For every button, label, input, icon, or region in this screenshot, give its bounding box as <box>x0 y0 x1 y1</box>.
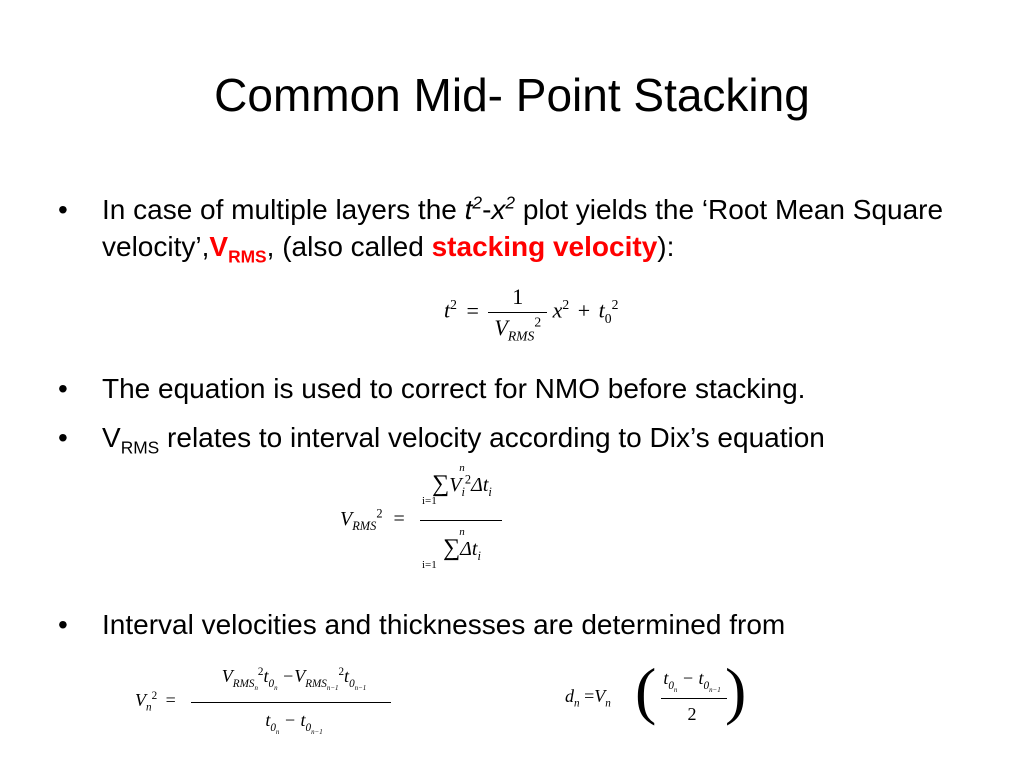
equation-thickness: $d_n =V_n$ ( $t_{0_n} - t_{0_{n-1}}$ 2 ) <box>565 655 747 726</box>
bullet-text: $V_{RMS}$ relates to interval velocity according to Dix’s equation <box>102 422 825 458</box>
slide-title: Common Mid- Point Stacking <box>214 69 810 121</box>
bullet-dot: • <box>58 609 68 640</box>
exponent: 2 <box>505 192 516 213</box>
bullet-text-part: plot yields the ‘Root Mean Square velocity’, <box>102 194 944 262</box>
bullet-text-part: ): <box>657 231 675 262</box>
exponent: 2 <box>472 192 483 213</box>
bullet-text-part: , (also called <box>266 231 432 262</box>
stacking-velocity-term: stacking velocity <box>431 231 658 262</box>
vrms-symbol: $V_{RMS}$ <box>209 231 267 267</box>
bullet-text-part: In case of multiple layers the <box>102 194 465 225</box>
t-symbol: t <box>464 194 473 225</box>
equation-t-squared: $t^2$ = $\frac{1}{V_{RMS}^2}$ $x^2 + t_0^2$ <box>444 284 619 344</box>
dash: - <box>482 194 492 225</box>
equation-dix: $V_{RMS}^2$ = n $\sum V_i^2\Delta t_i$ i=1 n $\sum\Delta t_i$ i=1 <box>340 462 540 587</box>
bullet-dot: • <box>58 422 68 453</box>
bullet-text <box>102 191 958 265</box>
equation-interval-velocity: $V_n^2$ = $V_{RMS_n}^2t_{0_n} -V_{RMS_{n-1}}^2t_{0_{n-1}}$ $t_{0_n} - t_{0_{n-1}}$ <box>135 666 405 746</box>
bullet-text: Interval velocities and thicknesses are determined from <box>102 609 786 640</box>
bullet-dot: • <box>58 194 68 225</box>
bullet-dot: • <box>58 373 68 404</box>
bullet-text: The equation is used to correct for NMO before stacking. <box>102 373 806 404</box>
bullet-nmo <box>58 370 958 410</box>
x-symbol: x <box>491 194 506 225</box>
bullet-interval <box>58 606 958 646</box>
